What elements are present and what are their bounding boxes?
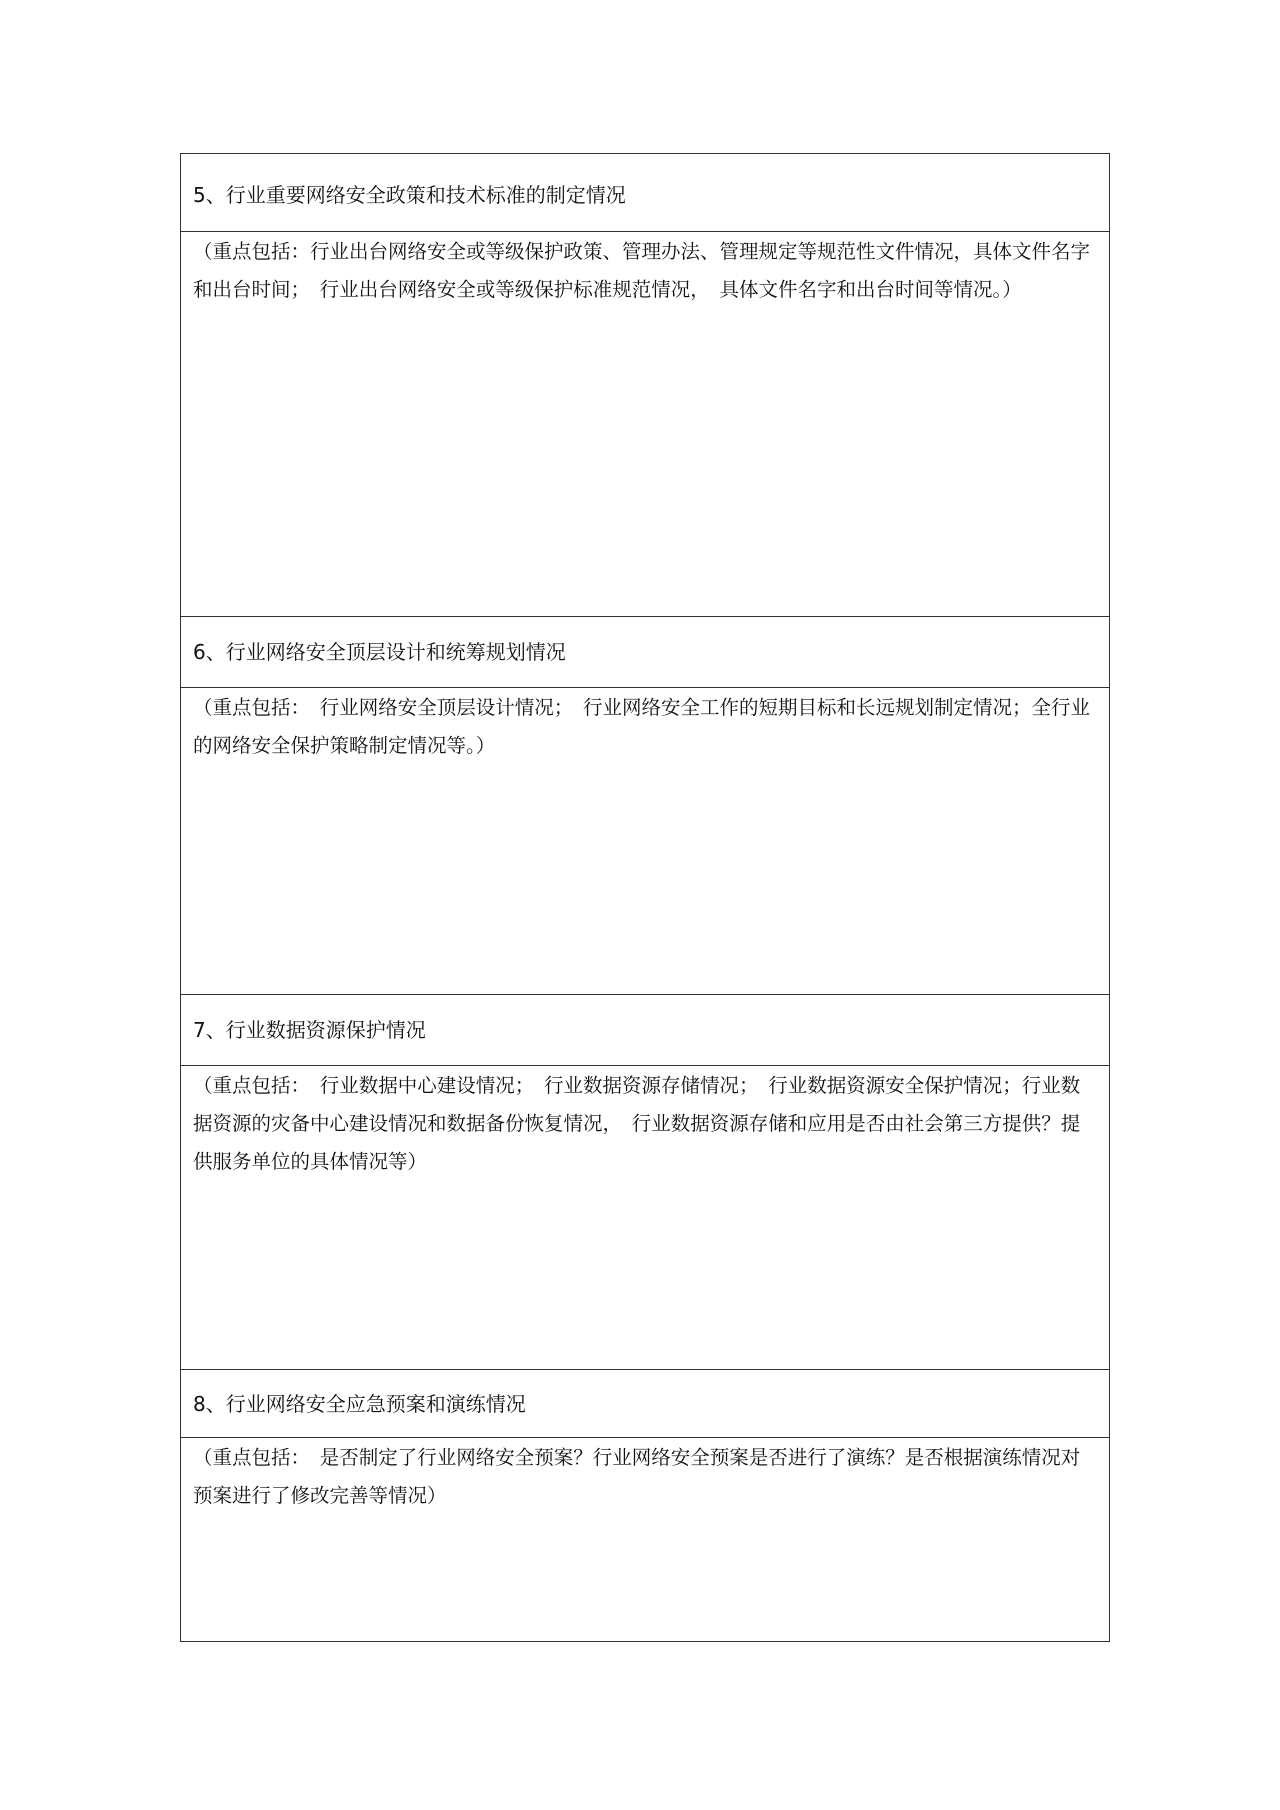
section-7-hint: （重点包括： 行业数据中心建设情况； 行业数据资源存储情况； 行业数据资源安全保护情况；行业数据资源的灾备中心建设情况和数据备份恢复情况， 行业数据资源存储和应用是否由社会第三方提供？提供服务单位的具体情况等） [193, 1074, 1081, 1173]
section-6-title: 6、行业网络安全顶层设计和统筹规划情况 [181, 617, 1110, 688]
section-8-answer-area[interactable] [181, 1438, 1110, 1642]
section-6-hint: （重点包括： 行业网络安全顶层设计情况； 行业网络安全工作的短期目标和长远规划制定情况；全行业的网络安全保护策略制定情况等。） [193, 696, 1091, 757]
section-8-title-row [181, 1370, 1110, 1438]
section-5-body-row [181, 232, 1110, 617]
section-8-title: 8、行业网络安全应急预案和演练情况 [181, 1370, 1110, 1438]
section-7-body-row [181, 1066, 1110, 1370]
section-5-hint: （重点包括：行业出台网络安全或等级保护政策、管理办法、管理规定等规范性文件情况，具体文件名字和出台时间； 行业出台网络安全或等级保护标准规范情况， 具体文件名字和出台时间等情况。） [193, 240, 1091, 301]
section-7-title-row [181, 995, 1110, 1066]
section-6-answer-area[interactable] [181, 688, 1110, 995]
section-7-title: 7、行业数据资源保护情况 [181, 995, 1110, 1066]
section-8-body-row [181, 1438, 1110, 1642]
section-6-title-row [181, 617, 1110, 688]
section-8-hint: （重点包括： 是否制定了行业网络安全预案？行业网络安全预案是否进行了演练？是否根据演练情况对预案进行了修改完善等情况） [193, 1446, 1081, 1507]
section-5-title: 5、行业重要网络安全政策和技术标准的制定情况 [181, 154, 1110, 232]
section-7-answer-area[interactable] [181, 1066, 1110, 1370]
survey-form-table [180, 153, 1110, 1642]
section-5-title-row [181, 154, 1110, 232]
section-6-body-row [181, 688, 1110, 995]
section-5-answer-area[interactable] [181, 232, 1110, 617]
